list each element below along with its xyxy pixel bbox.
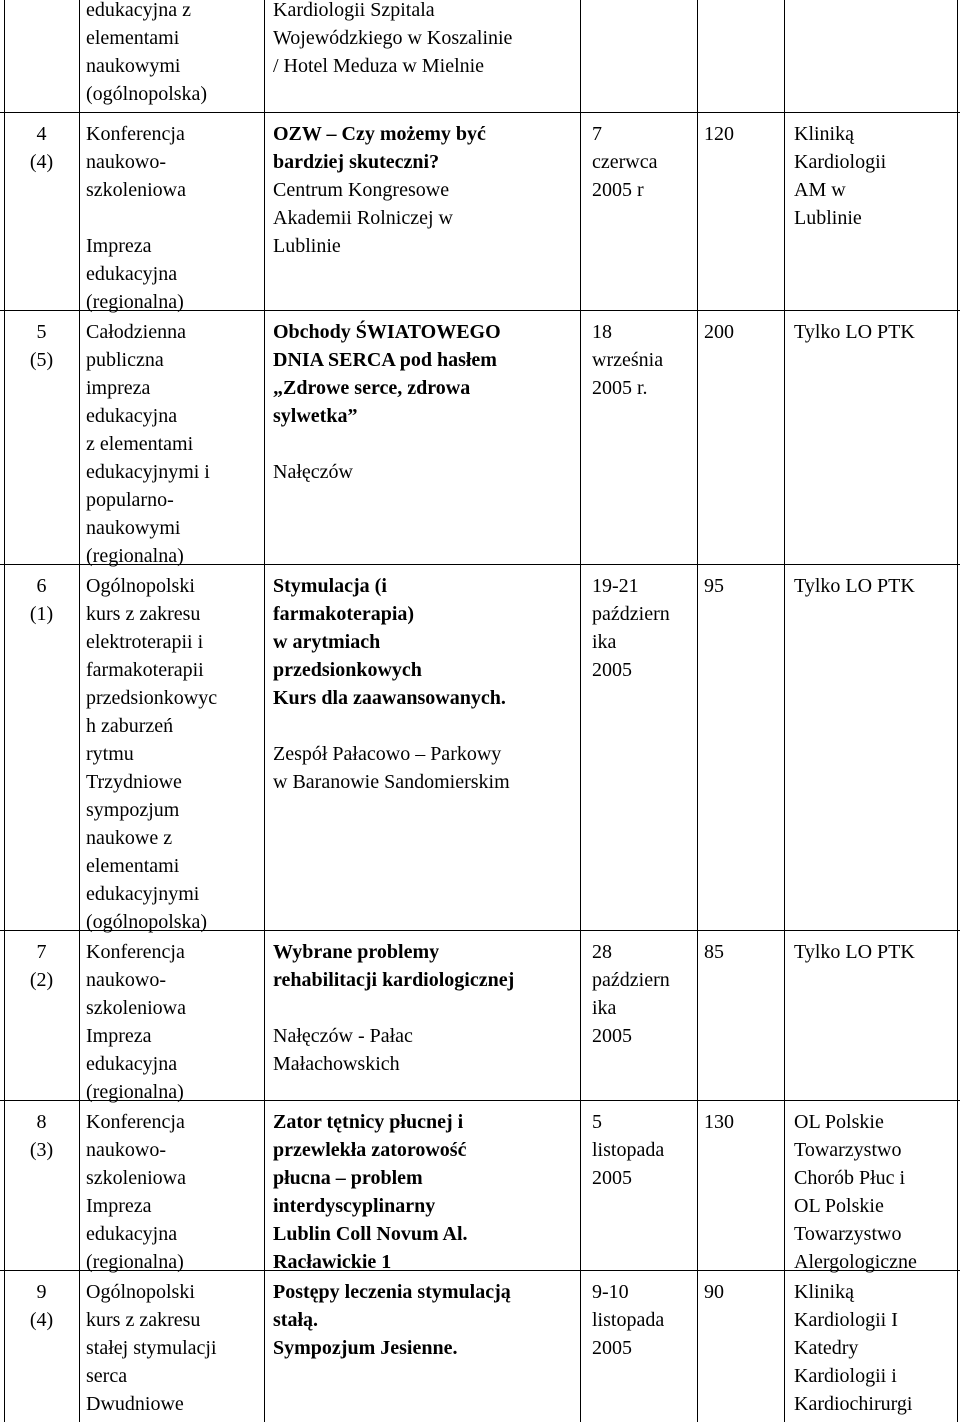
event-form-line: Impreza [86, 1025, 152, 1047]
cell-event-title [273, 0, 578, 80]
event-form-line: edukacyjnymi [86, 883, 200, 905]
cell-organizer [794, 938, 956, 966]
title-line: farmakoterapia) [273, 603, 415, 625]
cell-participants [704, 1108, 782, 1136]
organizer-line: Tylko LO PTK [794, 575, 915, 597]
event-form-line: (ogólnopolska) [86, 911, 208, 933]
event-form-line: (regionalna) [86, 1251, 184, 1273]
event-form-line: naukowymi [86, 517, 181, 539]
cell-organizer [794, 1108, 956, 1276]
cell-date [592, 318, 696, 402]
title-line: przewlekła zatorowość [273, 1139, 467, 1161]
event-form-line: Impreza [86, 1195, 152, 1217]
event-form-line: naukowymi [86, 55, 181, 77]
event-form-line: Konferencja [86, 941, 185, 963]
title-line: w Baranowie Sandomierskim [273, 771, 510, 793]
number-line: (2) [29, 969, 54, 991]
title-line [273, 430, 578, 458]
date-line: 2005 [592, 659, 632, 681]
event-form-line: serca [86, 1365, 128, 1387]
table-vertical-rule [580, 0, 581, 1422]
title-line: Kurs dla zaawansowanych. [273, 687, 506, 709]
organizer-line: Kliniką [794, 123, 854, 145]
table-horizontal-rule [0, 112, 960, 113]
organizer-line: Kardiologii I [794, 1309, 898, 1331]
event-form-line: kurs z zakresu [86, 603, 201, 625]
cell-organizer [794, 318, 956, 346]
event-form-line: Całodzienna [86, 321, 186, 343]
cell-event-title [273, 1278, 578, 1362]
participants-count: 85 [704, 941, 724, 963]
date-line: 2005 [592, 1337, 632, 1359]
cell-date [592, 1278, 696, 1362]
organizer-line: Kliniką [794, 1281, 854, 1303]
table-vertical-rule [264, 0, 265, 1422]
event-form-line: publiczna [86, 349, 164, 371]
title-line: sylwetka” [273, 405, 358, 427]
title-line: Zespół Pałacowo – Parkowy [273, 743, 502, 765]
event-form-line: szkoleniowa [86, 1167, 186, 1189]
cell-date [592, 1108, 696, 1192]
event-form-line: edukacyjna [86, 405, 178, 427]
number-line: (4) [29, 151, 54, 173]
table-vertical-rule [957, 0, 958, 1422]
event-form-line: szkoleniowa [86, 179, 186, 201]
event-form-line: Ogólnopolski [86, 1281, 195, 1303]
cell-date [592, 120, 696, 204]
cell-event-title [273, 572, 578, 796]
cell-event-title [273, 120, 578, 260]
event-form-line: popularno- [86, 489, 174, 511]
organizer-line: AM w [794, 179, 846, 201]
event-form-line: stałej stymulacji [86, 1337, 217, 1359]
date-line: 2005 r [592, 179, 644, 201]
title-line: Wojewódzkiego w Koszalinie [273, 27, 513, 49]
cell-participants [704, 1278, 782, 1306]
cell-event-form [86, 318, 262, 570]
event-form-line: naukowo- [86, 1139, 166, 1161]
event-form-line: farmakoterapii [86, 659, 204, 681]
date-line: 7 [592, 123, 602, 145]
title-line: stałą. [273, 1309, 318, 1331]
title-line: bardziej skuteczni? [273, 151, 440, 173]
cell-event-form [86, 120, 262, 316]
participants-count: 130 [704, 1111, 734, 1133]
date-line: 9-10 [592, 1281, 629, 1303]
title-line: Akademii Rolniczej w [273, 207, 453, 229]
organizer-line: Katedry [794, 1337, 859, 1359]
title-line: Wybrane problemy [273, 941, 440, 963]
cell-participants [704, 938, 782, 966]
cell-participants [704, 120, 782, 148]
title-line: Centrum Kongresowe [273, 179, 450, 201]
cell-participants [704, 572, 782, 600]
title-line: Kardiologii Szpitala [273, 0, 435, 21]
participants-count: 95 [704, 575, 724, 597]
date-line: listopada [592, 1139, 665, 1161]
date-line: ika [592, 997, 617, 1019]
event-form-line: rytmu [86, 743, 134, 765]
date-line: październ [592, 969, 670, 991]
title-line: w arytmiach [273, 631, 381, 653]
event-form-line: edukacyjna [86, 1053, 178, 1075]
cell-date [592, 938, 696, 1050]
title-line: Lublin Coll Novum Al. [273, 1223, 468, 1245]
title-line: płucna – problem [273, 1167, 423, 1189]
number-line: (5) [29, 349, 54, 371]
event-form-line: elementami [86, 27, 180, 49]
participants-count: 90 [704, 1281, 724, 1303]
cell-number [4, 572, 79, 628]
organizer-line: Tylko LO PTK [794, 941, 915, 963]
number-line: (4) [29, 1309, 54, 1331]
cell-event-form [86, 1278, 262, 1418]
cell-event-title [273, 1108, 578, 1276]
number-line: 4 [36, 123, 47, 145]
organizer-line: Kardiochirurgi [794, 1393, 913, 1415]
date-line: 19-21 [592, 575, 639, 597]
event-form-line: elektroterapii i [86, 631, 204, 653]
event-form-line: naukowo- [86, 969, 166, 991]
date-line: listopada [592, 1309, 665, 1331]
date-line: październ [592, 603, 670, 625]
organizer-line: OL Polskie [794, 1111, 884, 1133]
event-form-line: sympozjum [86, 799, 180, 821]
cell-number [4, 1108, 79, 1164]
number-line: 5 [36, 321, 47, 343]
event-form-line: h zaburzeń [86, 715, 174, 737]
cell-number [4, 1278, 79, 1334]
title-line: DNIA SERCA pod hasłem [273, 349, 497, 371]
title-line: „Zdrowe serce, zdrowa [273, 377, 471, 399]
table-vertical-rule [697, 0, 698, 1422]
event-form-line: kurs z zakresu [86, 1309, 201, 1331]
number-line: 6 [36, 575, 47, 597]
organizer-line: Towarzystwo [794, 1139, 902, 1161]
organizer-line: Towarzystwo [794, 1223, 902, 1245]
event-form-line: z elementami [86, 433, 194, 455]
cell-number [4, 318, 79, 374]
date-line: 18 [592, 321, 612, 343]
cell-event-form [86, 0, 262, 108]
title-line: Zator tętnicy płucnej i [273, 1111, 464, 1133]
date-line: września [592, 349, 664, 371]
date-line: 2005 r. [592, 377, 648, 399]
event-form-line: Trzydniowe [86, 771, 182, 793]
cell-event-form [86, 938, 262, 1106]
date-line: 5 [592, 1111, 602, 1133]
event-form-line: szkoleniowa [86, 997, 186, 1019]
title-line: Nałęczów - Pałac [273, 1025, 413, 1047]
title-line: OZW – Czy możemy być [273, 123, 486, 145]
cell-event-form [86, 572, 262, 936]
cell-organizer [794, 1278, 956, 1418]
title-line: Sympozjum Jesienne. [273, 1337, 458, 1359]
table-vertical-rule [4, 0, 5, 1422]
organizer-line: Lublinie [794, 207, 862, 229]
event-form-line: edukacyjna [86, 263, 178, 285]
title-line: Nałęczów [273, 461, 353, 483]
number-line: 9 [36, 1281, 47, 1303]
date-line: 2005 [592, 1167, 632, 1189]
title-line: Racławickie 1 [273, 1251, 392, 1273]
event-form-line: (regionalna) [86, 291, 184, 313]
participants-count: 120 [704, 123, 734, 145]
cell-number [4, 938, 79, 994]
title-line: przedsionkowych [273, 659, 422, 681]
cell-number [4, 120, 79, 176]
organizer-line: OL Polskie [794, 1195, 884, 1217]
event-form-line: Konferencja [86, 1111, 185, 1133]
event-form-line: edukacyjna z [86, 0, 191, 21]
title-line: Obchody ŚWIATOWEGO [273, 321, 501, 343]
event-form-line: Konferencja [86, 123, 185, 145]
event-form-line: Impreza [86, 235, 152, 257]
table-vertical-rule [784, 0, 785, 1422]
title-line: Lublinie [273, 235, 341, 257]
table-vertical-rule [79, 0, 80, 1422]
event-form-line: (regionalna) [86, 1081, 184, 1103]
event-form-line: impreza [86, 377, 151, 399]
event-form-line: (ogólnopolska) [86, 83, 208, 105]
event-form-line: Dwudniowe [86, 1393, 184, 1415]
date-line: 2005 [592, 1025, 632, 1047]
title-line: Postępy leczenia stymulacją [273, 1281, 511, 1303]
title-line: / Hotel Meduza w Mielnie [273, 55, 485, 77]
event-form-line: elementami [86, 855, 180, 877]
title-line [273, 712, 578, 740]
date-line: 28 [592, 941, 612, 963]
title-line: Stymulacja (i [273, 575, 387, 597]
title-line: Małachowskich [273, 1053, 400, 1075]
event-form-line: edukacyjna [86, 1223, 178, 1245]
cell-organizer [794, 120, 956, 232]
cell-event-title [273, 938, 578, 1078]
event-form-line: naukowo- [86, 151, 166, 173]
number-line: 7 [36, 941, 47, 963]
cell-event-form [86, 1108, 262, 1276]
organizer-line: Alergologiczne [794, 1251, 917, 1273]
title-line: interdyscyplinarny [273, 1195, 436, 1217]
organizer-line: Kardiologii i [794, 1365, 897, 1387]
organizer-line: Kardiologii [794, 151, 887, 173]
organizer-line: Chorób Płuc i [794, 1167, 906, 1189]
event-form-line: (regionalna) [86, 545, 184, 567]
organizer-line: Tylko LO PTK [794, 321, 915, 343]
event-form-line: naukowe z [86, 827, 173, 849]
date-line: ika [592, 631, 617, 653]
title-line: rehabilitacji kardiologicznej [273, 969, 515, 991]
event-form-line: przedsionkowyc [86, 687, 218, 709]
date-line: czerwca [592, 151, 658, 173]
title-line [273, 994, 578, 1022]
participants-count: 200 [704, 321, 734, 343]
cell-organizer [794, 572, 956, 600]
cell-event-title [273, 318, 578, 486]
number-line: (1) [29, 603, 54, 625]
event-form-line: Ogólnopolski [86, 575, 195, 597]
number-line: (3) [29, 1139, 54, 1161]
number-line: 8 [36, 1111, 47, 1133]
cell-date [592, 572, 696, 684]
cell-participants [704, 318, 782, 346]
event-form-line [86, 204, 262, 232]
event-form-line: edukacyjnymi i [86, 461, 210, 483]
